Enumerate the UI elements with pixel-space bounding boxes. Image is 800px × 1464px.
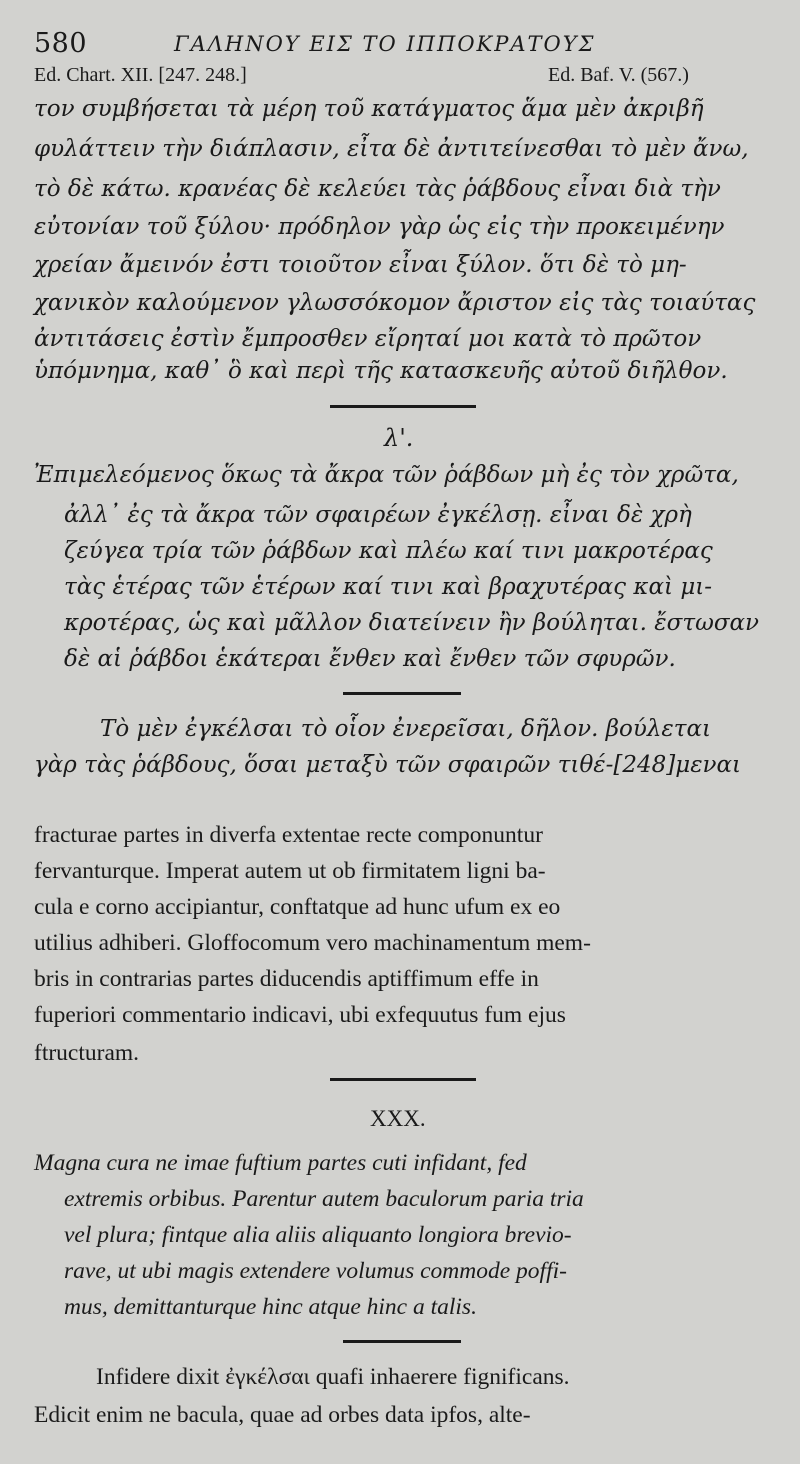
text-line: τον συμβήσεται τὰ μέρη τοῦ κατάγματος ἅμα μὲν ἀκριβῆ — [34, 96, 704, 122]
text-line: χανικὸν καλούμενον γλωσσόκομον ἄριστον εἰς τὰς τοιαύτας — [34, 290, 756, 316]
text-line: τὰς ἑτέρας τῶν ἑτέρων καί τινι καὶ βραχυτέρας καὶ μι- — [64, 574, 713, 600]
text-line: utilius adhiberi. Gloffocomum vero machinamentum mem- — [34, 930, 591, 956]
text-line: vel plura; fintque alia aliis aliquanto longiora brevio- — [64, 1222, 572, 1248]
page-number: 580 — [34, 28, 88, 59]
text-line: Ἐπιμελεόμενος ὅκως τὰ ἄκρα τῶν ῥάβδων μὴ ἐς τὸν χρῶτα, — [34, 462, 739, 488]
text-line: Magna cura ne imae fuftium partes cuti infidant, fed — [34, 1150, 527, 1176]
text-line: rave, ut ubi magis extendere volumus commode poffi- — [64, 1258, 567, 1284]
text-line: extremis orbibus. Parentur autem baculorum paria tria — [64, 1186, 584, 1212]
text-line: τὸ δὲ κάτω. κρανέας δὲ κελεύει τὰς ῥάβδους εἶναι διὰ τὴν — [34, 176, 721, 202]
text-line: φυλάττειν τὴν διάπλασιν, εἶτα δὲ ἀντιτείνεσθαι τὸ μὲν ἄνω, — [34, 136, 749, 162]
text-line: mus, demittanturque hinc atque hinc a talis. — [64, 1294, 477, 1320]
greek-section-number: λ'. — [384, 424, 414, 452]
text-line: ὑπόμνημα, καθ᾽ ὃ καὶ περὶ τῆς κατασκευῆς αὐτοῦ διῆλθον. — [34, 358, 728, 384]
text-line: ἀλλ᾽ ἐς τὰ ἄκρα τῶν σφαιρέων ἐγκέλσῃ. εἶναι δὲ χρὴ — [64, 502, 692, 528]
text-line: cula e corno accipiantur, conftatque ad hunc ufum ex eo — [34, 894, 561, 920]
text-line: ζεύγεα τρία τῶν ῥάβδων καὶ πλέω καί τινι μακροτέρας — [64, 538, 713, 564]
text-line: ftructuram. — [34, 1040, 140, 1066]
text-line: ἀντιτάσεις ἐστὶν ἔμπροσθεν εἴρηταί μοι κατὰ τὸ πρῶτον — [34, 326, 702, 352]
section-divider — [330, 405, 476, 408]
text-line: bris in contrarias partes diducendis aptiffimum effe in — [34, 966, 539, 992]
text-line: δὲ αἱ ῥάβδοι ἑκάτεραι ἔνθεν καὶ ἔνθεν τῶν σφυρῶν. — [64, 646, 676, 672]
text-line: Edicit enim ne bacula, quae ad orbes data ipfos, alte- — [34, 1402, 531, 1428]
edition-reference-left: Ed. Chart. XII. [247. 248.] — [34, 64, 247, 86]
text-line: χρείαν ἄμεινόν ἐστι τοιοῦτον εἶναι ξύλον. ὅτι δὲ τὸ μη- — [34, 252, 687, 278]
text-line: fuperiori commentario indicavi, ubi exfequutus fum ejus — [34, 1002, 566, 1028]
section-divider — [343, 692, 461, 695]
page-header — [34, 28, 754, 68]
section-divider — [343, 1340, 461, 1343]
text-line: fervanturque. Imperat autem ut ob firmitatem ligni ba- — [34, 858, 546, 884]
text-line: εὐτονίαν τοῦ ξύλου· πρόδηλον γὰρ ὡς εἰς τὴν προκειμένην — [34, 214, 725, 240]
section-divider — [330, 1078, 476, 1081]
text-line: κροτέρας, ὡς καὶ μᾶλλον διατείνειν ἢν βούληται. ἔστωσαν — [64, 610, 760, 636]
text-line: fracturae partes in diverfa extentae recte componuntur — [34, 822, 543, 848]
text-line: γὰρ τὰς ῥάβδους, ὅσαι μεταξὺ τῶν σφαιρῶν τιθέ-[248]μεναι — [34, 752, 742, 778]
edition-reference-right: Ed. Baf. V. (567.) — [548, 64, 689, 86]
text-line: Infidere dixit ἐγκέλσαι quafi inhaerere fignificans. — [96, 1364, 570, 1390]
running-title: ΓΑΛΗΝΟΥ ΕΙΣ ΤΟ ΙΠΠΟΚΡΑΤΟΥΣ — [174, 32, 596, 56]
text-line: Τὸ μὲν ἐγκέλσαι τὸ οἷον ἐνερεῖσαι, δῆλον. βούλεται — [100, 716, 712, 742]
latin-section-number: XXX. — [370, 1106, 426, 1131]
